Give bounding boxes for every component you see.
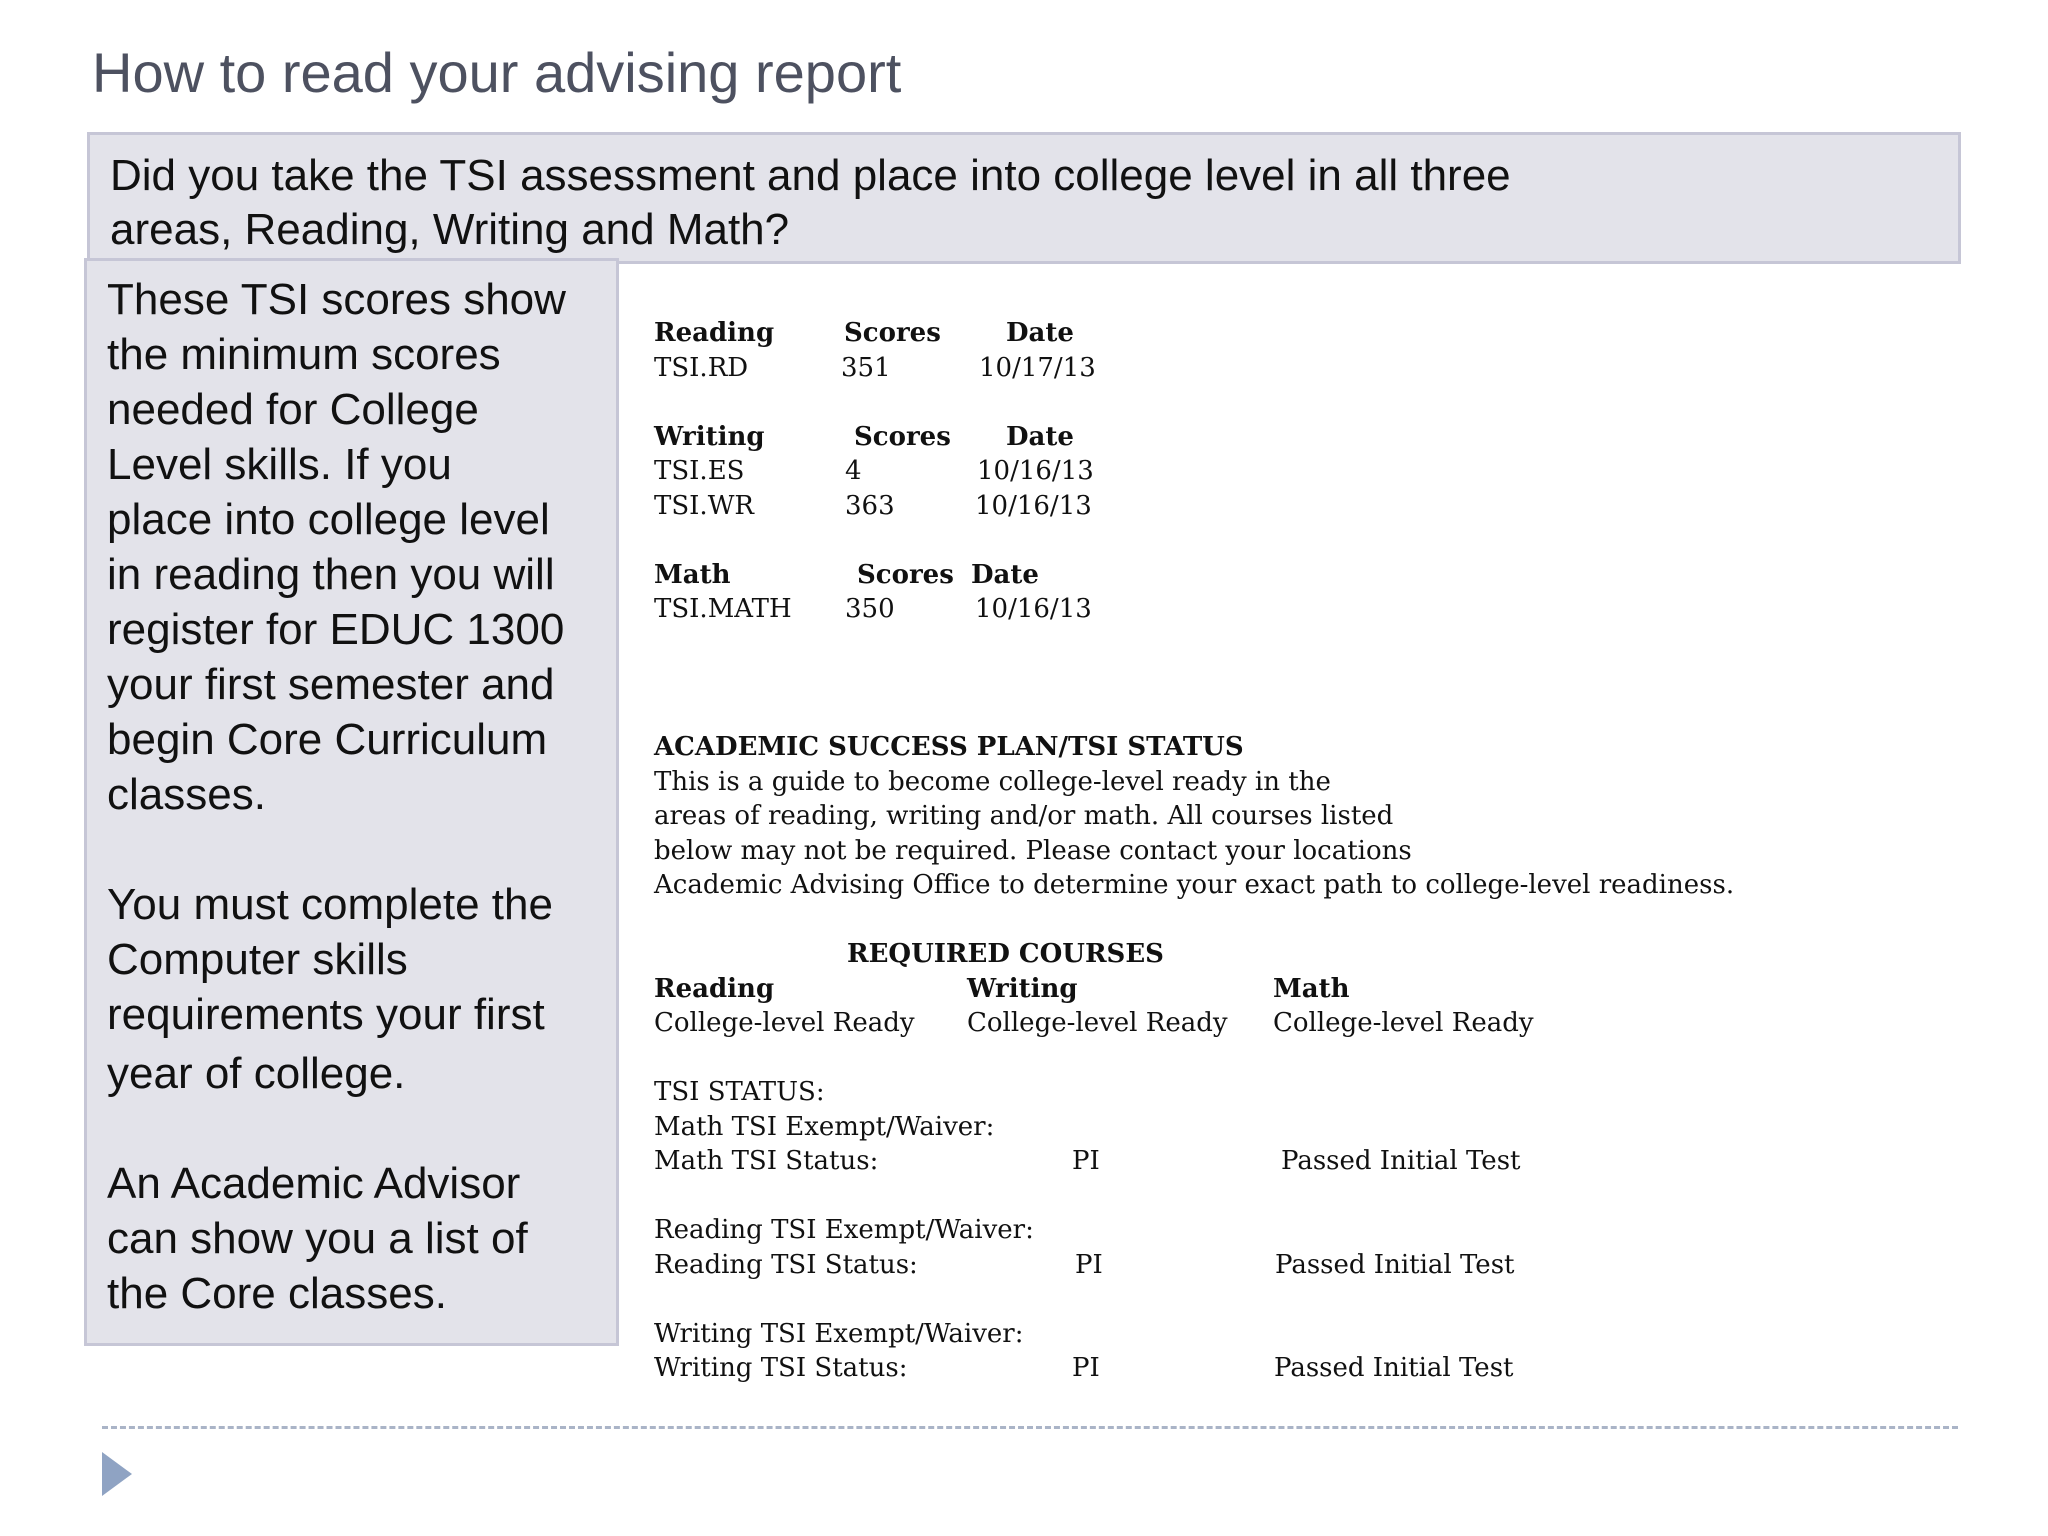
plan-line	[651, 870, 1951, 905]
required-courses-row	[651, 1008, 1951, 1043]
test-code: TSI.WR	[654, 490, 754, 521]
question-line: Did you take the TSI assessment and place into college level in all three	[110, 151, 1511, 200]
explanation-line: needed for College	[107, 385, 479, 434]
plan-heading-text: ACADEMIC SUCCESS PLAN/TSI STATUS	[654, 732, 1244, 762]
status-row	[651, 1146, 1951, 1181]
plan-text: Academic Advising Office to determine your exact path to college-level readiness.	[654, 870, 1735, 900]
footer-divider	[102, 1426, 1958, 1429]
triangle-arrow-icon	[102, 1452, 132, 1496]
plan-text: This is a guide to become college-level ready in the	[654, 766, 1331, 797]
math-status-label: Math TSI Status:	[654, 1146, 879, 1176]
explanation-line: An Academic Advisor	[107, 1159, 521, 1208]
writing-status-desc: Passed Initial Test	[1274, 1353, 1514, 1383]
status-exempt-row	[651, 1319, 1951, 1354]
test-score: 350	[845, 594, 895, 624]
score-row	[651, 594, 1951, 629]
reading-course-header: Reading	[654, 973, 775, 1004]
required-courses-heading	[651, 939, 1951, 974]
scores-header: Scores	[844, 318, 941, 348]
reading-status-label: Reading TSI Status:	[654, 1249, 918, 1280]
reading-status-code: PI	[1075, 1249, 1103, 1280]
test-code: TSI.ES	[654, 456, 745, 486]
reading-header-row	[651, 318, 1951, 353]
required-courses-header-row	[651, 974, 1951, 1009]
required-courses-title: REQUIRED COURSES	[847, 939, 1164, 969]
explanation-line: register for EDUC 1300	[107, 605, 565, 654]
date-header: Date	[971, 559, 1039, 590]
test-date: 10/16/13	[975, 594, 1092, 624]
score-row	[651, 353, 1951, 388]
test-score: 351	[841, 352, 891, 383]
status-row	[651, 1250, 1951, 1285]
plan-line	[651, 836, 1951, 871]
explanation-line: can show you a list of	[107, 1214, 528, 1263]
status-exempt-row	[651, 1215, 1951, 1250]
plan-line	[651, 801, 1951, 836]
advising-report	[651, 318, 1951, 1388]
score-row	[651, 456, 1951, 491]
explanation-line: place into college level	[107, 495, 550, 544]
scores-header: Scores	[857, 559, 954, 590]
writing-status-code: PI	[1072, 1353, 1100, 1383]
slide-title: How to read your advising report	[92, 41, 902, 104]
writing-exempt-label: Writing TSI Exempt/Waiver:	[654, 1318, 1024, 1349]
test-score: 4	[845, 456, 862, 486]
test-code: TSI.MATH	[654, 594, 792, 624]
explanation-line: in reading then you will	[107, 550, 555, 599]
explanation-line: year of college.	[107, 1049, 406, 1098]
tsi-status-heading	[651, 1077, 1951, 1112]
test-date: 10/16/13	[977, 456, 1094, 486]
date-header: Date	[1006, 318, 1074, 348]
writing-header: Writing	[654, 421, 765, 452]
explanation-line: These TSI scores show	[107, 275, 566, 324]
question-line: areas, Reading, Writing and Math?	[110, 205, 790, 254]
plan-text: areas of reading, writing and/or math. All courses listed	[654, 801, 1394, 831]
test-score: 363	[845, 490, 895, 521]
test-date: 10/16/13	[975, 490, 1092, 521]
writing-course-header: Writing	[967, 973, 1078, 1004]
writing-course-value: College-level Ready	[967, 1008, 1228, 1038]
math-header: Math	[654, 559, 731, 590]
date-header: Date	[1006, 421, 1074, 452]
plan-line	[651, 767, 1951, 802]
explanation-box	[84, 258, 619, 1346]
explanation-line: begin Core Curriculum	[107, 715, 548, 764]
score-row	[651, 491, 1951, 526]
reading-course-value: College-level Ready	[654, 1008, 915, 1038]
explanation-line: your first semester and	[107, 660, 555, 709]
math-status-code: PI	[1072, 1146, 1100, 1176]
plan-heading	[651, 732, 1951, 767]
status-row	[651, 1353, 1951, 1388]
tsi-status-title: TSI STATUS:	[654, 1077, 825, 1107]
reading-header: Reading	[654, 318, 775, 348]
reading-status-desc: Passed Initial Test	[1275, 1249, 1515, 1280]
explanation-line: You must complete the	[107, 880, 553, 929]
test-date: 10/17/13	[979, 352, 1096, 383]
explanation-line: requirements your first	[107, 990, 545, 1039]
scores-header: Scores	[854, 421, 951, 452]
math-course-value: College-level Ready	[1273, 1008, 1534, 1038]
question-box	[87, 132, 1961, 264]
math-exempt-label: Math TSI Exempt/Waiver:	[654, 1111, 995, 1142]
test-code: TSI.RD	[654, 352, 749, 383]
writing-status-label: Writing TSI Status:	[654, 1353, 908, 1383]
math-course-header: Math	[1273, 973, 1350, 1004]
explanation-line: Computer skills	[107, 935, 408, 984]
reading-exempt-label: Reading TSI Exempt/Waiver:	[654, 1215, 1034, 1245]
writing-header-row	[651, 422, 1951, 457]
plan-text: below may not be required. Please contact your locations	[654, 835, 1412, 866]
math-header-row	[651, 560, 1951, 595]
explanation-line: Level skills. If you	[107, 440, 452, 489]
explanation-line: the Core classes.	[107, 1269, 447, 1318]
status-exempt-row	[651, 1112, 1951, 1147]
explanation-line: classes.	[107, 770, 266, 819]
math-status-desc: Passed Initial Test	[1281, 1146, 1521, 1176]
explanation-line: the minimum scores	[107, 330, 501, 379]
